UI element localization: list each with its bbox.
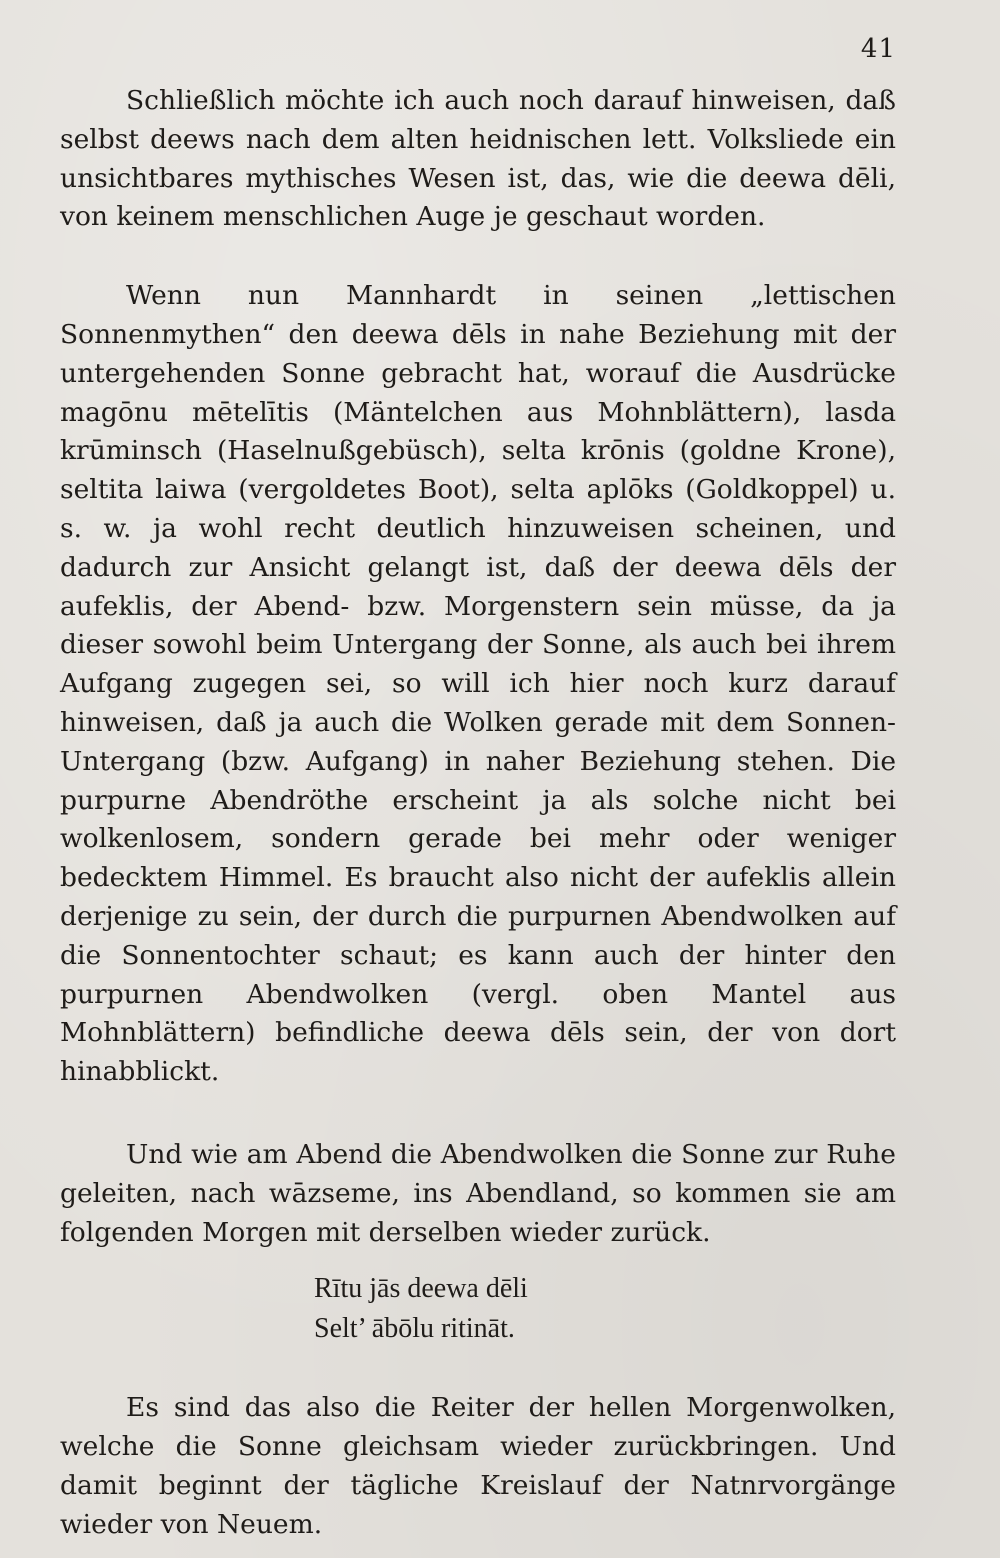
page-number: 41 (860, 34, 896, 64)
paragraph-1: Schließlich möchte ich auch noch darauf hinweisen, daß selbst deews nach dem alten heidnischen lett. Volksliede ein unsichtbares mythisches Wesen ist, das, wie die deewa dēli, von keinem menschlichen Auge je geschaut worden. (60, 85, 896, 233)
closing-paragraph: Es sind das also die Reiter der hellen Morgenwolken, welche die Sonne gleichsam wieder zurückbringen. Und damit beginnt der tägliche Kreislauf der Natnrvorgänge wieder von Neuem. (60, 1392, 896, 1540)
verse-quote (314, 1269, 896, 1349)
page-body (60, 82, 896, 1545)
verse-line-1: Rītu jās deewa dēli (314, 1273, 528, 1305)
paragraph-2: Wenn nun Mannhardt in seinen „lettischen Sonnenmythen“ den deewa dēls in nahe Beziehung mit der untergehenden Sonne gebracht hat, worauf die Ausdrücke magōnu mētelītis (Mäntelchen aus Mohnblättern), lasda krūminsch (Haselnußgebüsch), selta krōnis (goldne Krone), seltita laiwa (vergoldetes Boot), selta aplōks (Goldkoppel) u. s. w. ja wohl recht deutlich hinzuweisen scheinen, und dadurch zur Ansicht gelangt ist, daß der deewa dēls der aufeklis, der Abend- bzw. Morgenstern sein müsse, da ja dieser sowohl beim Untergang der Sonne, als auch bei ihrem Aufgang zugegen sei, so will ich hier noch kurz darauf hinweisen, daß ja auch die Wolken gerade mit dem Sonnen-Untergang (bzw. Aufgang) in naher Beziehung stehen. Die purpurne Abendröthe erscheint ja als solche nicht bei wolkenlosem, sondern gerade bei mehr oder weniger bedecktem Himmel. Es braucht also nicht der aufeklis allein derjenige zu sein, der durch die purpurnen Abendwolken auf die Sonnentochter schaut; es kann auch der hinter den purpurnen Abendwolken (vergl. oben Mantel aus Mohnblättern) befindliche deewa dēls sein, der von dort hinabblickt. (60, 280, 896, 1088)
verse-line-2: Selt’ ābōlu ritināt. (314, 1313, 515, 1345)
paragraph-3: Und wie am Abend die Abendwolken die Sonne zur Ruhe geleiten, nach wāzseme, ins Abendland, so kommen sie am folgenden Morgen mit derselben wieder zurück. (60, 1138, 896, 1248)
